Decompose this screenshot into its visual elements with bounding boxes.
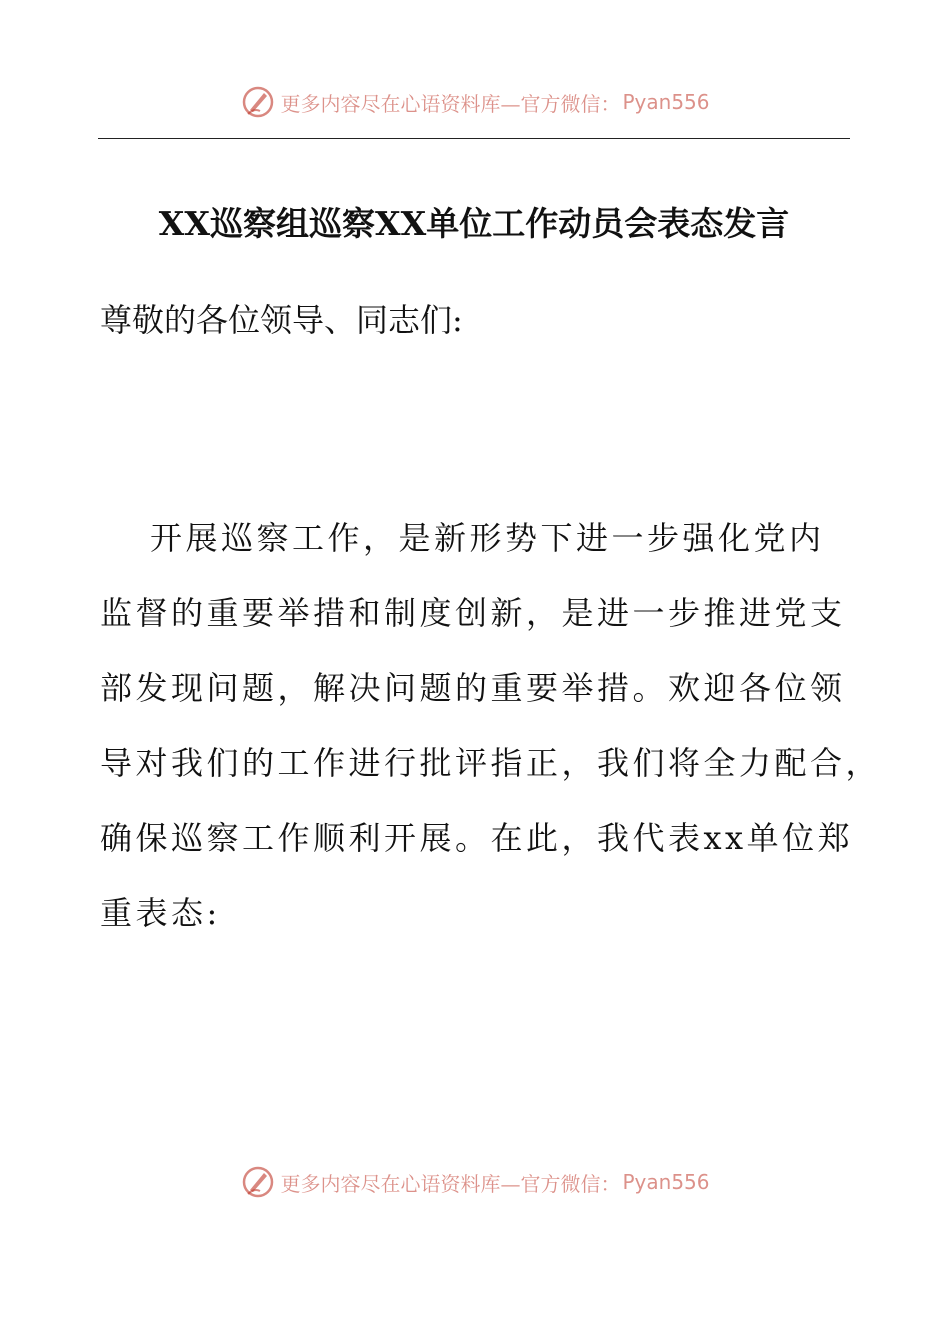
body-paragraph bbox=[100, 510, 882, 960]
body-line: 导对我们的工作进行批评指正，我们将全力配合， bbox=[100, 744, 882, 782]
watermark-wechat-id: Pyan556 bbox=[622, 1170, 710, 1194]
pen-logo-icon bbox=[240, 1164, 276, 1200]
footer-watermark bbox=[0, 1162, 950, 1202]
watermark-wechat-id: Pyan556 bbox=[622, 90, 710, 114]
pen-logo-icon bbox=[240, 84, 276, 120]
body-line: 开展巡察工作，是新形势下进一步强化党内 bbox=[150, 519, 825, 557]
body-line: 监督的重要举措和制度创新，是进一步推进党支 bbox=[100, 594, 846, 632]
body-line: 重表态: bbox=[100, 894, 221, 932]
document-title: XX巡察组巡察XX单位工作动员会表态发言 bbox=[158, 204, 790, 243]
header-divider bbox=[98, 138, 850, 139]
body-line: 确保巡察工作顺利开展。在此，我代表xx单位郑 bbox=[100, 819, 854, 857]
header-watermark bbox=[0, 82, 950, 122]
salutation: 尊敬的各位领导、同志们: bbox=[100, 301, 463, 339]
body-line: 部发现问题，解决问题的重要举措。欢迎各位领 bbox=[100, 669, 846, 707]
watermark-text: 更多内容尽在心语资料库—官方微信： bbox=[280, 91, 621, 116]
watermark-text: 更多内容尽在心语资料库—官方微信： bbox=[280, 1171, 621, 1196]
